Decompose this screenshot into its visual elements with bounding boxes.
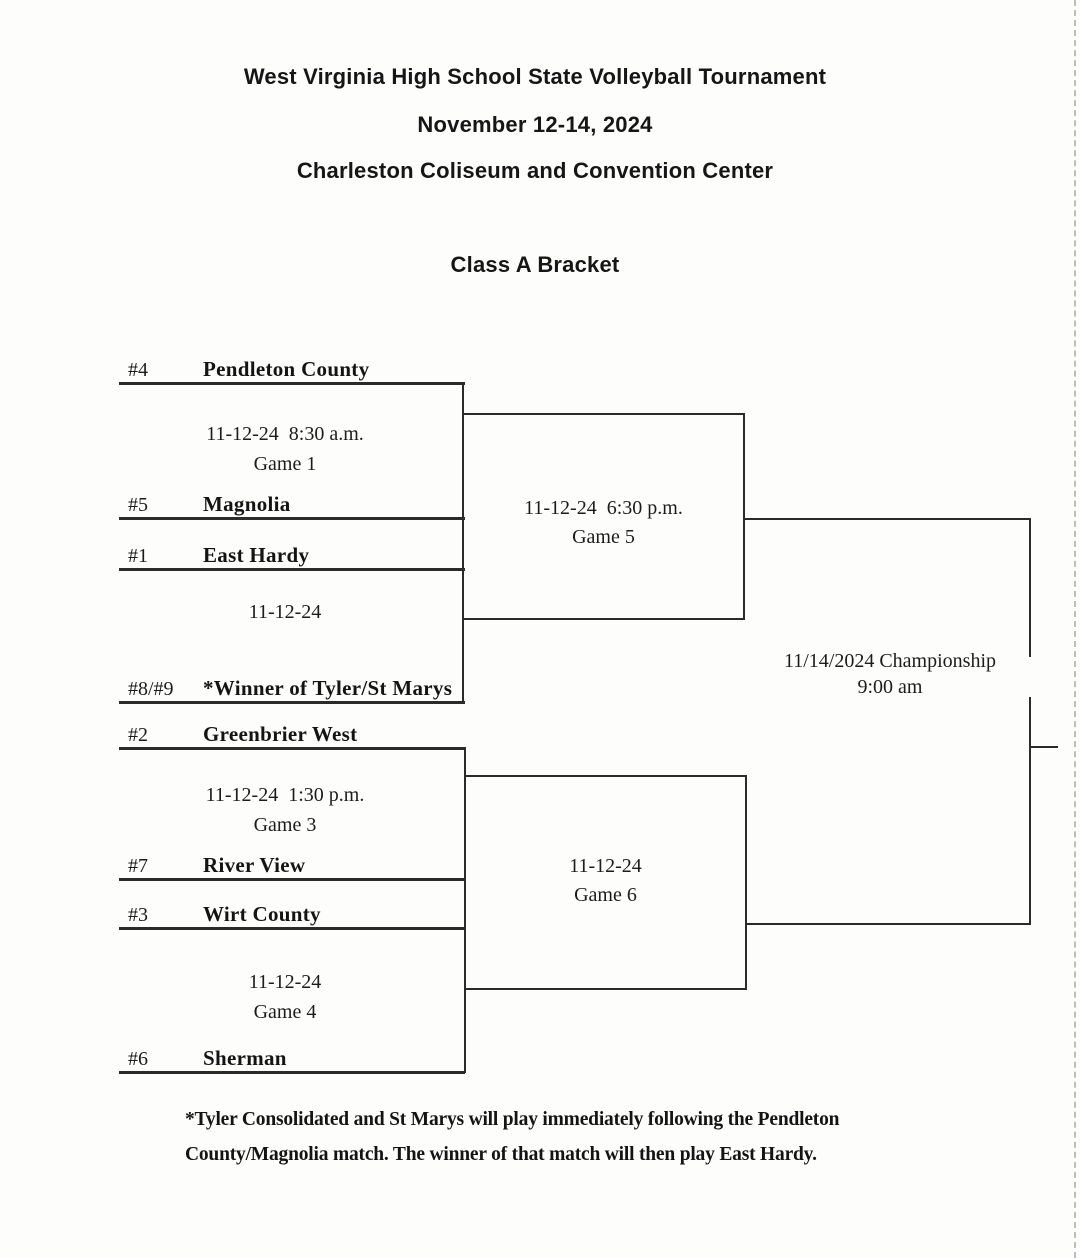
team-seed: #8/#9 [128, 678, 174, 700]
team-slot-magnolia [119, 490, 465, 518]
team-underline [119, 382, 465, 385]
final-vertical-upper [1029, 518, 1031, 657]
team-slot-pendleton-county [119, 355, 465, 383]
team-underline [119, 517, 465, 520]
game1-label: Game 1 [253, 453, 317, 475]
game6-info [464, 852, 747, 910]
footnote-line2: County/Magnolia match. The winner of that match will then play East Hardy. [185, 1144, 817, 1165]
tournament-dates: November 12-14, 2024 [417, 112, 653, 137]
game2-datetime: 11-12-24 [248, 601, 322, 623]
game3-datetime: 11-12-24 1:30 p.m. [205, 784, 365, 806]
team-slot-sherman [119, 1044, 465, 1072]
team-underline [119, 568, 465, 571]
champion-line [1029, 746, 1058, 748]
team-name: Greenbrier West [203, 722, 358, 746]
team-underline [119, 1071, 465, 1074]
footnote-line1: *Tyler Consolidated and St Marys will play immediately following the Pendleton [185, 1109, 840, 1130]
team-name: *Winner of Tyler/St Marys [203, 676, 453, 700]
team-seed: #5 [128, 494, 148, 516]
game1-datetime: 11-12-24 8:30 a.m. [206, 423, 364, 445]
team-slot-east-hardy [119, 541, 465, 569]
team-slot-river-view [119, 851, 465, 879]
game1-info [135, 419, 435, 479]
team-seed: #4 [128, 359, 148, 381]
championship-time: 9:00 am [857, 676, 923, 698]
team-underline [119, 701, 465, 704]
team-slot-winner-tyler-st-marys [119, 674, 465, 702]
game4-label: Game 4 [253, 1001, 317, 1023]
team-name: River View [203, 853, 306, 877]
game3-info [135, 780, 435, 840]
game2-info [135, 597, 435, 627]
team-seed: #1 [128, 545, 148, 567]
connector-game5-final [744, 518, 1031, 520]
game6-datetime: 11-12-24 [569, 855, 642, 877]
bracket-class-title: Class A Bracket [450, 252, 620, 277]
team-name: Pendleton County [203, 357, 370, 381]
team-slot-greenbrier-west [119, 720, 465, 748]
connector-game6-final [746, 923, 1031, 925]
team-seed: #7 [128, 855, 148, 877]
game3-label: Game 3 [253, 814, 317, 836]
footnote [185, 1102, 905, 1172]
team-name: Sherman [203, 1046, 287, 1070]
team-seed: #6 [128, 1048, 148, 1070]
team-slot-wirt-county [119, 900, 465, 928]
game4-info [135, 967, 435, 1027]
team-seed: #2 [128, 724, 148, 746]
final-vertical-lower [1029, 697, 1031, 925]
venue: Charleston Coliseum and Convention Center [296, 158, 774, 183]
championship-date: 11/14/2024 Championship [783, 650, 997, 672]
team-underline [119, 878, 465, 881]
game4-datetime: 11-12-24 [248, 971, 322, 993]
championship-info [740, 648, 1040, 700]
game5-datetime: 11-12-24 6:30 p.m. [524, 497, 683, 519]
team-seed: #3 [128, 904, 148, 926]
team-underline [119, 747, 465, 750]
game5-label: Game 5 [572, 526, 635, 548]
team-name: Magnolia [203, 492, 291, 516]
team-underline [119, 927, 465, 930]
game6-label: Game 6 [574, 884, 637, 906]
game5-info [462, 494, 745, 552]
tournament-title: West Virginia High School State Volleyball Tournament [243, 64, 827, 89]
team-name: East Hardy [203, 543, 310, 567]
team-name: Wirt County [203, 902, 321, 926]
scan-artifact-line [1074, 0, 1076, 1258]
